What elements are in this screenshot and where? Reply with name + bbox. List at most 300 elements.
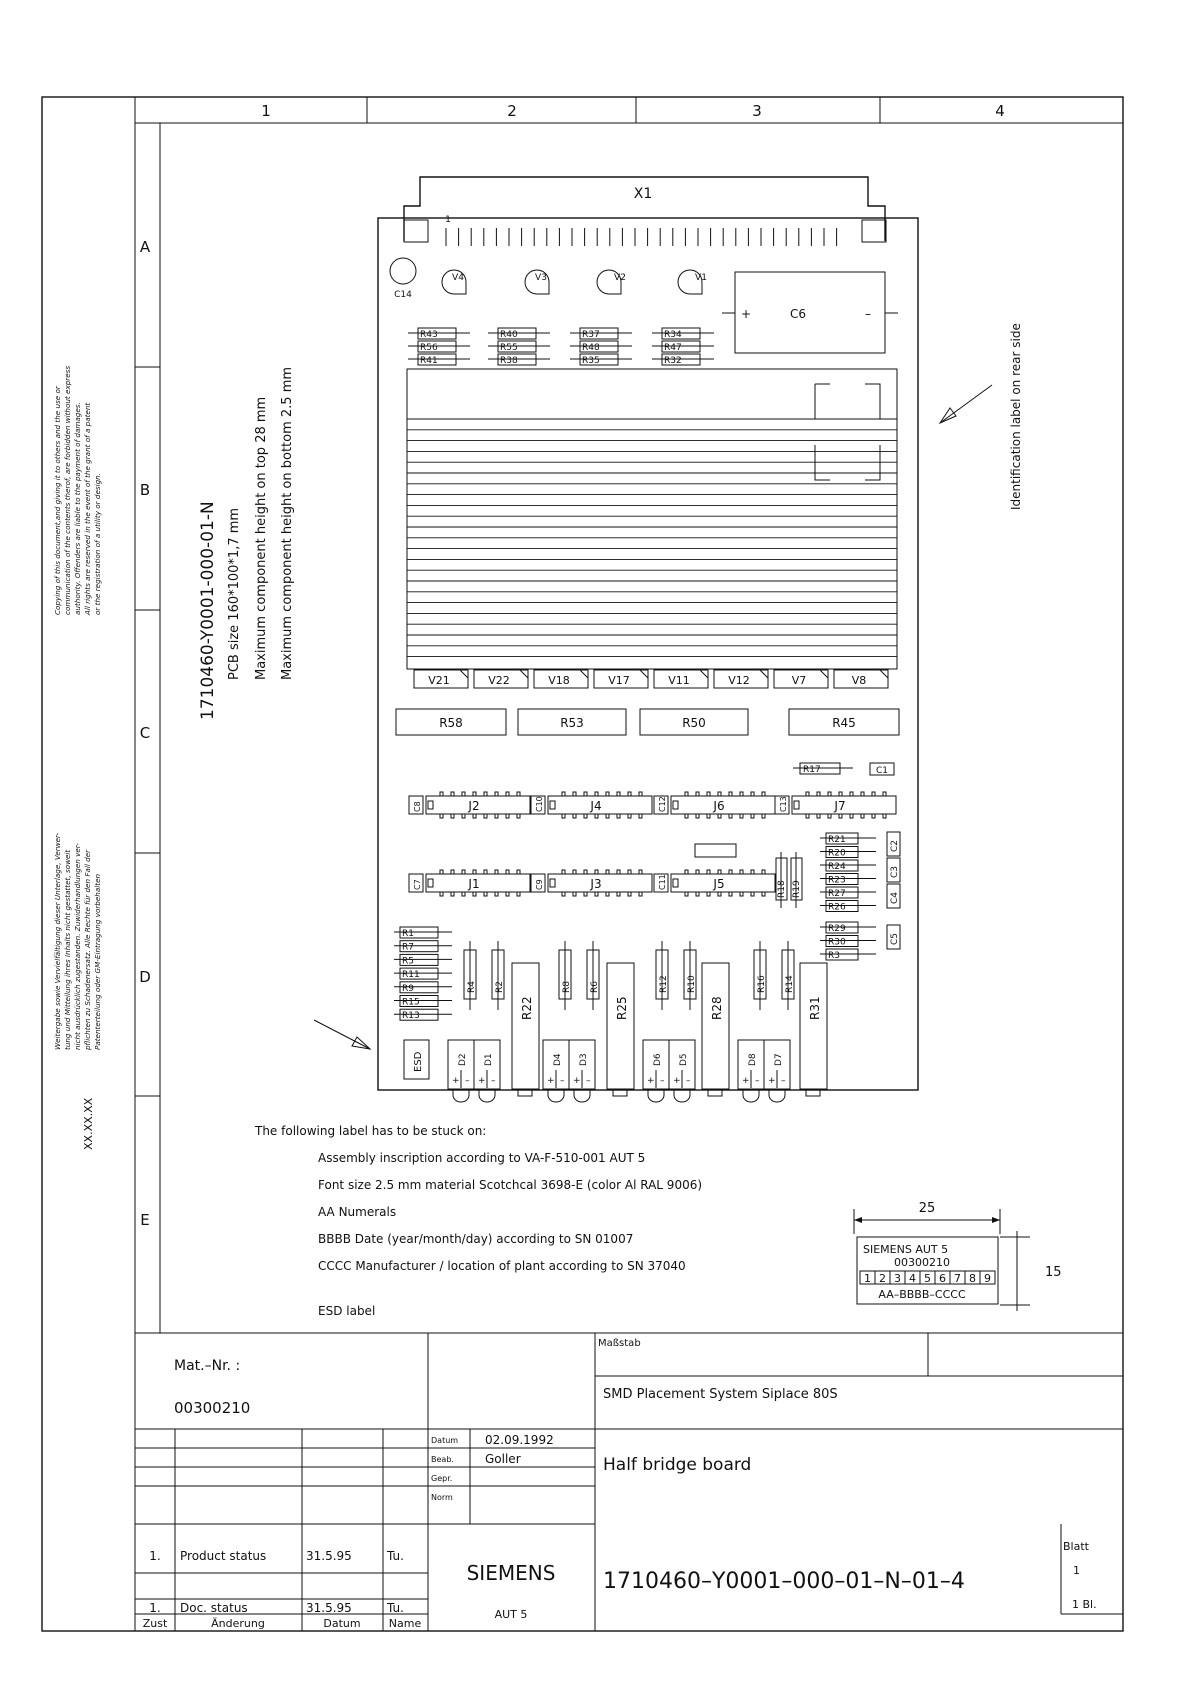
- diode-minus: –: [660, 1076, 665, 1086]
- transistor-label-v12: V12: [728, 674, 750, 687]
- esd-symbol: [404, 1040, 429, 1079]
- resistor-label-r16: R16: [757, 975, 767, 993]
- resistor-r25: [607, 963, 634, 1089]
- transistor-tab: [640, 670, 648, 678]
- resistor-label-r43: R43: [420, 330, 438, 340]
- ic-pin: [762, 814, 765, 818]
- cap-label-c3: C3: [890, 865, 900, 878]
- led-d6: [648, 1089, 664, 1102]
- resistor-label-r13: R13: [402, 1011, 420, 1022]
- led-d7: [769, 1089, 785, 1102]
- ic-pin: [740, 892, 743, 896]
- sample-label: [854, 1201, 1062, 1311]
- division-name: AUT 5: [494, 1608, 528, 1621]
- company-name: SIEMENS: [466, 1561, 556, 1585]
- ic-pin: [685, 814, 688, 818]
- ic-pin: [495, 792, 498, 796]
- transistor-tab: [520, 670, 528, 678]
- height-top: Maximum component height on top 28 mm: [254, 396, 269, 680]
- ic-notch: [428, 879, 433, 887]
- resistor-r19: [791, 852, 802, 908]
- heatsink-transistors: [414, 670, 888, 688]
- svg-text:V3: V3: [535, 273, 547, 283]
- instruction-line-4: BBBB Date (year/month/day) according to SN 01007: [318, 1232, 634, 1246]
- row-label-e: E: [140, 1211, 150, 1229]
- resistor-label-r30: R30: [828, 937, 846, 948]
- svg-text:+: +: [740, 307, 752, 321]
- legal-notice-german: [53, 832, 102, 1051]
- ic-row-bottom: [409, 870, 775, 896]
- diode-plus: +: [647, 1076, 655, 1086]
- svg-text:Patenterteilung oder GM-Eintra: Patenterteilung oder GM-Eintragung vorbehalten: [93, 873, 102, 1050]
- ic-pin: [473, 792, 476, 796]
- ic-pin: [883, 792, 886, 796]
- transistor-tab: [700, 670, 708, 678]
- transistor-v4: [442, 270, 466, 294]
- ic-pin: [506, 792, 509, 796]
- cap-label-c5: C5: [890, 932, 900, 945]
- resistor-r50: R50: [682, 716, 706, 730]
- ic-pin: [751, 814, 754, 818]
- cap-label-c4: C4: [890, 891, 900, 904]
- ic-pin: [484, 792, 487, 796]
- ic-pin: [595, 892, 598, 896]
- digit-7: 7: [954, 1272, 961, 1285]
- ic-pin: [685, 870, 688, 874]
- ic-pin: [595, 870, 598, 874]
- led-d1: [479, 1089, 495, 1102]
- ic-pin: [617, 870, 620, 874]
- diode-minus: –: [465, 1076, 470, 1086]
- ic-pin: [606, 892, 609, 896]
- ic-pin: [484, 814, 487, 818]
- ic-label-j2: J2: [468, 799, 480, 813]
- ic-label-j1: J1: [468, 877, 480, 891]
- resistor-label-r24: R24: [828, 862, 846, 872]
- diode-minus: –: [560, 1076, 565, 1086]
- ic-notch: [550, 879, 555, 887]
- resistor-r58: R58: [439, 716, 463, 730]
- capacitor-c14: [390, 258, 416, 284]
- norm-label: Norm: [431, 1493, 453, 1502]
- transistor-tab: [760, 670, 768, 678]
- ic-label-j6: J6: [713, 799, 725, 813]
- column-label-3: 3: [752, 102, 762, 120]
- capacitor-group-right: [887, 832, 900, 949]
- ic-pin: [562, 814, 565, 818]
- ic-pin: [462, 814, 465, 818]
- ic-notch: [673, 801, 678, 809]
- row-label-b: B: [139, 481, 151, 499]
- diode-plus: +: [673, 1076, 681, 1086]
- resistor-label-r37: R37: [582, 330, 600, 340]
- svg-text:C1: C1: [875, 766, 889, 776]
- ic-pin: [850, 792, 853, 796]
- ic-pin: [440, 870, 443, 874]
- resistor-label-r12: R12: [659, 975, 669, 993]
- ic-pin: [628, 892, 631, 896]
- ic-pin: [573, 892, 576, 896]
- diode-d7: D7: [774, 1053, 784, 1066]
- svg-text:All rights are reserved in the: All rights are reserved in the event of the grant of a patent: [83, 402, 92, 615]
- diode-minus: –: [755, 1076, 760, 1086]
- led-d3: [574, 1089, 590, 1102]
- resistor-r22: [512, 963, 539, 1089]
- ic-pin: [495, 814, 498, 818]
- ic-pin: [740, 792, 743, 796]
- system-name: SMD Placement System Siplace 80S: [603, 1387, 838, 1402]
- ic-pin: [606, 870, 609, 874]
- ic-pin: [740, 870, 743, 874]
- resistor-label-r56: R56: [420, 343, 438, 353]
- ic-pin: [718, 814, 721, 818]
- col-aenderung: Änderung: [211, 1617, 265, 1630]
- ic-pin: [617, 814, 620, 818]
- label-line-2: 00300210: [894, 1256, 950, 1269]
- transistor-label-v8: V8: [851, 674, 867, 687]
- datum-value: 02.09.1992: [485, 1433, 554, 1447]
- ic-pin: [517, 870, 520, 874]
- cap-label-c13: C13: [779, 796, 788, 812]
- resistor-label-r35: R35: [582, 356, 600, 366]
- rev2-zust: 1.: [149, 1601, 161, 1615]
- diode-minus: –: [491, 1076, 496, 1086]
- diode-plus: +: [547, 1076, 555, 1086]
- resistor-label-r31: R31: [808, 996, 822, 1020]
- date-stamp: XX.XX.XX: [82, 1097, 95, 1150]
- resistor-label-r28: R28: [710, 996, 724, 1020]
- ic-pin: [562, 792, 565, 796]
- digit-8: 8: [969, 1272, 976, 1285]
- diode-d5: D5: [679, 1053, 689, 1066]
- column-label-1: 1: [261, 102, 271, 120]
- diode-plus: +: [768, 1076, 776, 1086]
- ic-pin: [685, 792, 688, 796]
- resistor-label-r26: R26: [828, 902, 846, 913]
- ic-pin: [762, 892, 765, 896]
- ic-pin: [595, 814, 598, 818]
- ic-pin: [729, 792, 732, 796]
- resistor-label-r10: R10: [687, 975, 697, 993]
- ic-pin: [440, 792, 443, 796]
- column-label-2: 2: [507, 102, 517, 120]
- resistor-r28: [702, 963, 729, 1089]
- ic-pin: [861, 792, 864, 796]
- digit-3: 3: [894, 1272, 901, 1285]
- resistor-group-right: [820, 833, 876, 961]
- mat-nr-value: 00300210: [174, 1399, 251, 1417]
- svg-text:V4: V4: [452, 273, 464, 283]
- ic-pin: [762, 870, 765, 874]
- cap-label-c2: C2: [890, 839, 900, 852]
- instructions-heading: The following label has to be stuck on:: [255, 1124, 487, 1138]
- resistor-label-r9: R9: [402, 983, 414, 994]
- svg-text:–: –: [865, 307, 871, 321]
- ic-pin: [806, 792, 809, 796]
- small-component: [695, 844, 736, 857]
- esd-arrow: [314, 1020, 370, 1049]
- part-number: 1710460-Y0001-000-01-N: [198, 501, 218, 720]
- ic-pin: [562, 892, 565, 896]
- resistor-label-r7: R7: [402, 942, 414, 953]
- row-label-d: D: [139, 968, 151, 986]
- resistor-label-r38: R38: [500, 356, 518, 366]
- ic-pin: [506, 870, 509, 874]
- col-datum: Datum: [323, 1617, 361, 1630]
- diode-plus: +: [478, 1076, 486, 1086]
- ic-pin: [718, 870, 721, 874]
- transistor-label-v17: V17: [608, 674, 630, 687]
- resistor-label-r5: R5: [402, 956, 414, 967]
- resistor-r31: [800, 963, 827, 1089]
- ic-pin: [584, 870, 587, 874]
- mat-nr-label: Mat.–Nr. :: [174, 1358, 241, 1374]
- ic-pin: [718, 792, 721, 796]
- diode-d2: D2: [458, 1053, 468, 1066]
- ic-label-j7: J7: [834, 799, 846, 813]
- svg-text:tung und Mitteilung ihres Inha: tung und Mitteilung ihres Inhalts nicht gestattet, soweit: [63, 849, 72, 1050]
- ic-label-j5: J5: [713, 877, 725, 891]
- ic-pin: [517, 892, 520, 896]
- ic-pin: [850, 814, 853, 818]
- resistor-label-r47: R47: [664, 343, 682, 353]
- ic-pin: [872, 814, 875, 818]
- svg-text:R19: R19: [792, 880, 802, 898]
- transistor-v2: [597, 270, 626, 294]
- resistor-label-r11: R11: [402, 970, 420, 981]
- resistor-r53: R53: [560, 716, 584, 730]
- ident-arrow: [940, 385, 992, 423]
- diode-d3: D3: [579, 1053, 589, 1066]
- ic-label-j3: J3: [590, 877, 602, 891]
- cap-label-c10: C10: [535, 796, 544, 812]
- ic-pin: [517, 814, 520, 818]
- transistor-tab: [580, 670, 588, 678]
- scale-label: Maßstab: [598, 1338, 641, 1349]
- resistor-r17: [793, 763, 853, 775]
- heatsink: [407, 369, 897, 669]
- digit-2: 2: [879, 1272, 886, 1285]
- beab-value: Goller: [485, 1452, 521, 1466]
- legal-notice-english: [53, 366, 102, 616]
- resistor-label-r32: R32: [664, 356, 682, 366]
- ic-pin: [628, 870, 631, 874]
- instruction-line-5: CCCC Manufacturer / location of plant according to SN 37040: [318, 1259, 686, 1273]
- diode-d4: D4: [553, 1053, 563, 1066]
- instruction-line-3: AA Numerals: [318, 1205, 397, 1219]
- resistor-group-top: [408, 328, 714, 366]
- transistor-label-v7: V7: [791, 674, 807, 687]
- resistor-label-r25: R25: [615, 996, 629, 1020]
- ic-pin: [718, 892, 721, 896]
- digit-6: 6: [939, 1272, 946, 1285]
- diode-plus: +: [573, 1076, 581, 1086]
- resistor-label-r22: R22: [520, 996, 534, 1020]
- ic-pin: [685, 892, 688, 896]
- transistor-tab: [460, 670, 468, 678]
- svg-text:communication of the contents: communication of the contents therof, are forbidden without express: [63, 365, 72, 615]
- ic-pin: [707, 892, 710, 896]
- esd-label-text: ESD label: [318, 1304, 376, 1318]
- rev2-text: Doc. status: [180, 1601, 248, 1615]
- ic-pin: [751, 792, 754, 796]
- ic-pin: [617, 792, 620, 796]
- ic-pin: [473, 892, 476, 896]
- ic-pin: [462, 792, 465, 796]
- resistor-label-r34: R34: [664, 330, 682, 340]
- resistor-group-vertical: [464, 941, 795, 1010]
- ic-notch: [428, 801, 433, 809]
- ic-pin: [584, 814, 587, 818]
- svg-text:V2: V2: [614, 273, 626, 283]
- transistor-v3: [525, 270, 549, 294]
- label-line-1: SIEMENS AUT 5: [863, 1243, 949, 1256]
- digit-4: 4: [909, 1272, 916, 1285]
- resistor-r45: R45: [832, 716, 856, 730]
- resistor-label-r55: R55: [500, 343, 518, 353]
- svg-text:or the registration of a utili: or the registration of a utility or design.: [93, 472, 102, 615]
- resistor-label-r8: R8: [562, 981, 572, 993]
- cap-label-c9: C9: [535, 879, 544, 890]
- svg-text:ESD: ESD: [413, 1051, 424, 1072]
- ic-pin: [562, 870, 565, 874]
- c14-label: C14: [394, 290, 412, 300]
- resistor-label-r40: R40: [500, 330, 518, 340]
- svg-text:C6: C6: [789, 307, 807, 321]
- diode-plus: +: [452, 1076, 460, 1086]
- ic-pin: [828, 814, 831, 818]
- digit-9: 9: [984, 1272, 991, 1285]
- ic-pin: [762, 792, 765, 796]
- led-d4: [548, 1089, 564, 1102]
- resistor-group-left: [394, 927, 452, 1021]
- ic-pin: [595, 792, 598, 796]
- resistor-label-r20: R20: [828, 848, 846, 859]
- resistor-label-r27: R27: [828, 889, 846, 899]
- ic-pin: [707, 870, 710, 874]
- led-d5: [674, 1089, 690, 1102]
- svg-text:V1: V1: [695, 273, 707, 283]
- ic-pin: [628, 792, 631, 796]
- ic-pin: [806, 814, 809, 818]
- ic-pin: [606, 792, 609, 796]
- resistor-label-r23: R23: [828, 875, 846, 886]
- power-resistors: [396, 709, 899, 735]
- ic-notch: [794, 801, 799, 809]
- diode-minus: –: [586, 1076, 591, 1086]
- led-d8: [743, 1089, 759, 1102]
- ic-pin: [506, 892, 509, 896]
- ic-pin: [451, 892, 454, 896]
- rev1-date: 31.5.95: [306, 1549, 352, 1563]
- label-height-dim: 15: [1045, 1265, 1062, 1280]
- ic-pin: [473, 814, 476, 818]
- ic-pin: [639, 892, 642, 896]
- ic-pin: [696, 892, 699, 896]
- diode-d6: D6: [653, 1053, 663, 1066]
- svg-text:R18: R18: [777, 880, 787, 898]
- svg-text:authority. Offenders are liabl: authority. Offenders are liable to the payment of damages.: [73, 402, 82, 615]
- cap-label-c7: C7: [413, 879, 422, 890]
- drawing-title: Half bridge board: [603, 1455, 752, 1475]
- resistor-label-r3: R3: [828, 951, 840, 961]
- rev2-name: Tu.: [387, 1601, 404, 1615]
- pcb-size: PCB size 160*100*1,7 mm: [227, 507, 242, 680]
- drawing-number: 1710460–Y0001–000–01–N–01–4: [603, 1569, 965, 1594]
- diode-d1: D1: [484, 1053, 494, 1066]
- cap-label-c12: C12: [658, 796, 667, 812]
- ic-pin: [584, 892, 587, 896]
- transistor-label-v22: V22: [488, 674, 510, 687]
- ic-pin: [740, 814, 743, 818]
- ic-pin: [628, 814, 631, 818]
- ic-pin: [883, 814, 886, 818]
- resistor-label-r41: R41: [420, 356, 438, 366]
- resistor-label-r4: R4: [467, 981, 477, 993]
- resistor-label-r29: R29: [828, 924, 846, 934]
- resistor-label-r48: R48: [582, 343, 600, 353]
- svg-text:R17: R17: [803, 765, 821, 775]
- transistor-v1: [678, 270, 707, 294]
- ic-pin: [573, 814, 576, 818]
- gepr-label: Gepr.: [431, 1474, 453, 1483]
- led-d2: [453, 1089, 469, 1102]
- column-label-4: 4: [995, 102, 1005, 120]
- ic-pin: [440, 892, 443, 896]
- ic-pin: [473, 870, 476, 874]
- ic-pin: [707, 814, 710, 818]
- ic-pin: [817, 792, 820, 796]
- resistor-label-r14: R14: [785, 975, 795, 993]
- ic-pin: [729, 870, 732, 874]
- ic-pin: [861, 814, 864, 818]
- diode-d8: D8: [748, 1053, 758, 1066]
- transistor-label-v11: V11: [668, 674, 690, 687]
- rev1-name: Tu.: [387, 1549, 404, 1563]
- ic-pin: [506, 814, 509, 818]
- ic-pin: [696, 870, 699, 874]
- ic-pin: [484, 892, 487, 896]
- resistor-label-r15: R15: [402, 997, 420, 1008]
- ic-pin: [462, 870, 465, 874]
- ic-pin: [440, 814, 443, 818]
- svg-text:Weitergabe sowie Vervielfältig: Weitergabe sowie Vervielfältigung dieser Unterlage, Verwer-: [53, 832, 62, 1050]
- instruction-line-1: Assembly inscription according to VA-F-510-001 AUT 5: [318, 1151, 646, 1165]
- datum-label: Datum: [431, 1436, 459, 1445]
- ic-pin: [751, 870, 754, 874]
- ic-pin: [451, 792, 454, 796]
- beab-label: Beab.: [431, 1455, 454, 1464]
- digit-5: 5: [924, 1272, 931, 1285]
- ic-pin: [751, 892, 754, 896]
- resistor-r18: [776, 852, 787, 908]
- transistor-label-v21: V21: [428, 674, 450, 687]
- ic-pin: [451, 814, 454, 818]
- resistor-label-r2: R2: [495, 981, 505, 993]
- ic-pin: [639, 792, 642, 796]
- instruction-line-2: Font size 2.5 mm material Scotchcal 3698-E (color Al RAL 9006): [318, 1178, 703, 1192]
- ic-pin: [495, 892, 498, 896]
- resistor-label-r6: R6: [590, 981, 600, 993]
- ic-pin: [462, 892, 465, 896]
- ic-pin: [707, 792, 710, 796]
- ic-pin: [617, 892, 620, 896]
- ic-pin: [696, 792, 699, 796]
- rev1-zust: 1.: [149, 1549, 161, 1563]
- cap-label-c8: C8: [413, 801, 422, 812]
- row-label-a: A: [139, 238, 151, 256]
- svg-text:Copying of this document,and g: Copying of this document,and giving it to others and the use or: [53, 386, 62, 615]
